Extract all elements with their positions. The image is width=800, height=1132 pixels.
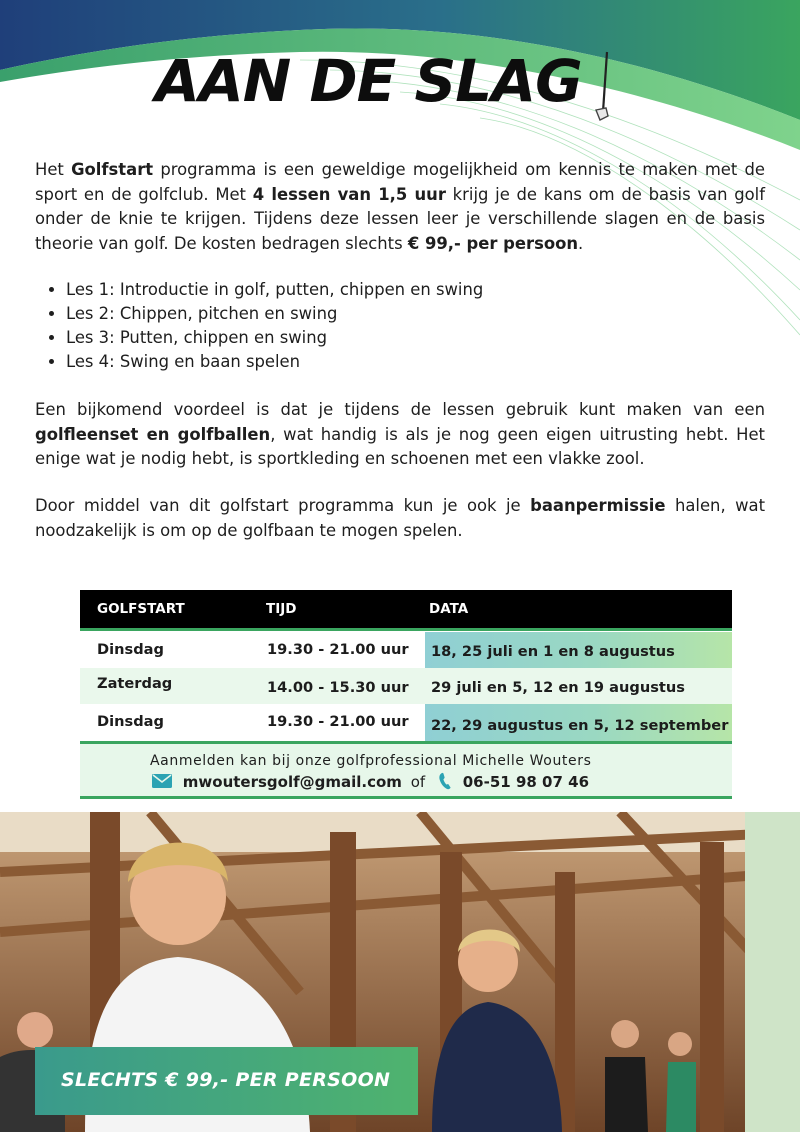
intro-paragraph	[35, 158, 765, 256]
list-item: • Les 1: Introductie in golf, putten, chippen en swing	[66, 278, 483, 302]
intro-text: .	[578, 233, 584, 253]
row-time: 14.00 - 15.30 uur	[267, 679, 409, 696]
row-dates: 18, 25 juli en 1 en 8 augustus	[431, 643, 675, 660]
price-banner	[35, 1047, 418, 1115]
phone-link[interactable]: 06-51 98 07 46	[462, 773, 590, 791]
header-tijd: TIJD	[266, 601, 297, 617]
row-dates: 22, 29 augustus en 5, 12 september	[431, 717, 729, 734]
permit-paragraph	[35, 494, 765, 543]
table-row	[80, 668, 732, 704]
or-text: of	[410, 773, 426, 791]
golf-club-icon	[590, 50, 620, 125]
list-item: • Les 2: Chippen, pitchen en swing	[66, 302, 483, 326]
row-dates-cell	[425, 668, 732, 704]
row-time: 19.30 - 21.00 uur	[267, 713, 409, 730]
schedule-table	[80, 590, 732, 742]
table-row	[80, 632, 732, 668]
table-row	[80, 704, 732, 742]
list-item: • Les 4: Swing en baan spelen	[66, 350, 483, 374]
benefit-text: , wat handig is als je nog geen eigen uitrusting hebt. Het enige wat je nodig hebt, is sportkleding en schoenen met een vlakke zool.	[35, 424, 765, 468]
page-title: AAN DE SLAG	[155, 47, 582, 115]
row-dates: 29 juli en 5, 12 en 19 augustus	[431, 679, 685, 696]
header-data: DATA	[429, 601, 469, 617]
intro-text: krijg je de kans om de basis van golf onder de knie te krijgen. Tijdens deze lessen leer je verschillende slagen en de basis theorie van golf. De kosten bedragen slechts	[35, 184, 765, 253]
intro-bold: 4 lessen van 1,5 uur	[252, 184, 446, 204]
permit-text: halen, wat noodzakelijk is om op de golfbaan te mogen spelen.	[35, 496, 766, 540]
permit-bold: baanpermissie	[530, 496, 666, 515]
row-dates-cell	[425, 632, 732, 668]
benefit-bold: golfleenset en golfballen	[35, 424, 271, 444]
mail-icon	[152, 774, 172, 788]
signup-text: Aanmelden kan bij onze golfprofessional Michelle Wouters	[150, 753, 592, 769]
benefit-text: Een bijkomend voordeel is dat je tijdens de lessen gebruik kunt maken van een	[35, 400, 765, 419]
row-day: Zaterdag	[97, 675, 173, 692]
table-header	[80, 590, 732, 628]
intro-bold: € 99,- per persoon	[407, 233, 579, 253]
row-day: Dinsdag	[97, 713, 164, 730]
row-time: 19.30 - 21.00 uur	[267, 641, 409, 658]
permit-text: Door middel van dit golfstart programma kun je ook je	[35, 496, 531, 515]
header-golfstart: GOLFSTART	[97, 601, 185, 617]
contact-box	[80, 741, 732, 799]
row-dates-cell	[425, 704, 732, 742]
email-link[interactable]: mwoutersgolf@gmail.com	[182, 773, 402, 791]
list-item: • Les 3: Putten, chippen en swing	[66, 326, 483, 350]
benefit-paragraph	[35, 398, 765, 472]
contact-line	[152, 772, 589, 791]
intro-text: Het	[35, 160, 72, 179]
intro-bold: Golfstart	[71, 160, 154, 179]
row-day: Dinsdag	[97, 641, 164, 658]
lesson-list	[40, 278, 483, 374]
price-banner-text: SLECHTS € 99,- PER PERSOON	[61, 1069, 391, 1091]
header-divider	[80, 628, 732, 631]
phone-icon	[438, 772, 452, 790]
intro-text: programma is een geweldige mogelijkheid om kennis te maken met de sport en de golfclub. Met	[35, 160, 766, 204]
